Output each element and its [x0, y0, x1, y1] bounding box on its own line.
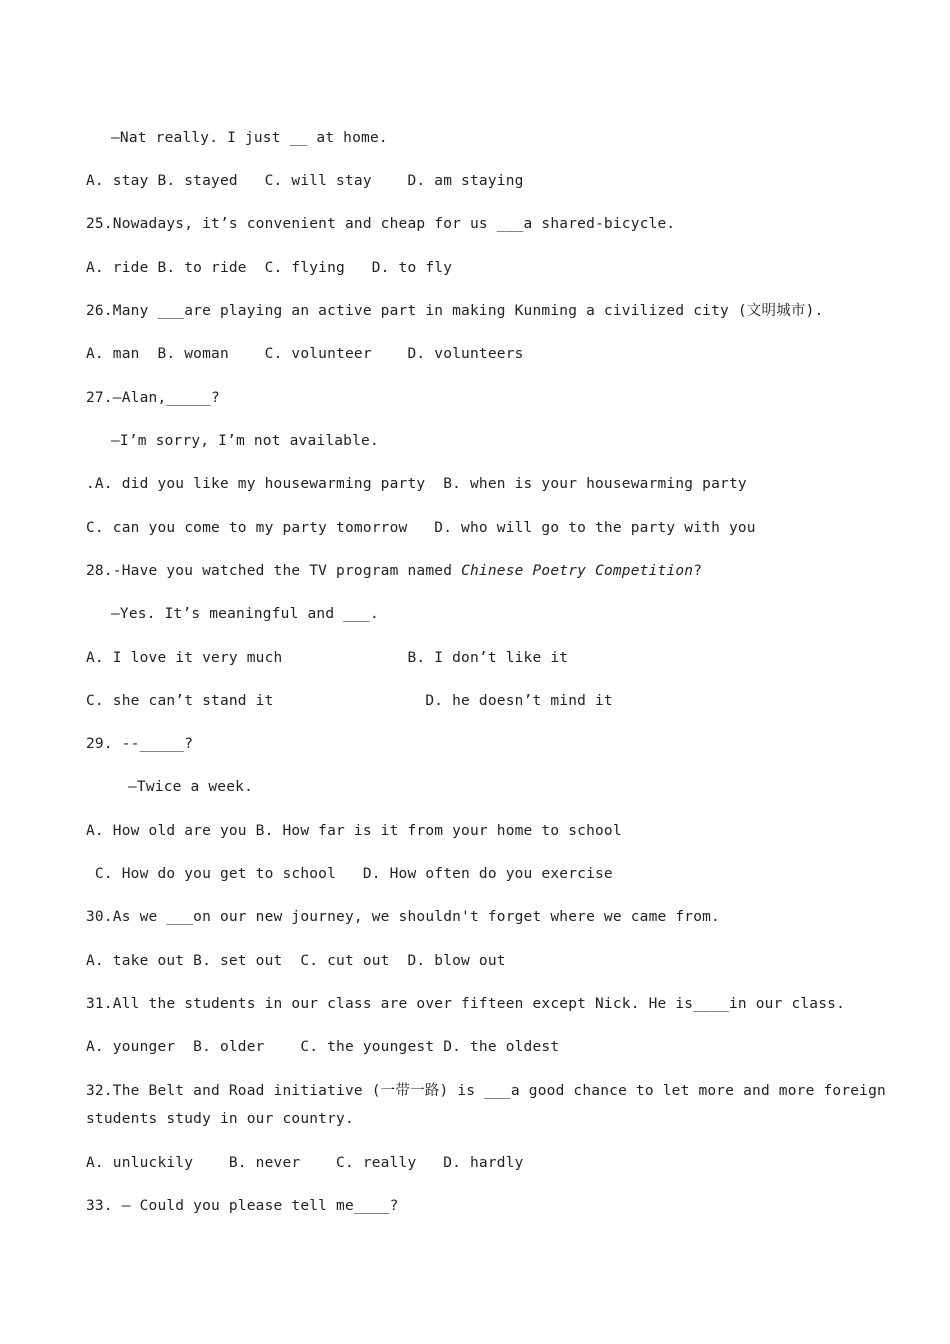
answer-options: A. How old are you B. How far is it from your home to school [86, 823, 622, 839]
question-32: 32.The Belt and Road initiative (一带一路) is ___a good chance to let more and more foreign [86, 1083, 886, 1099]
answer-options: A. I love it very much B. I don’t like it [86, 650, 569, 666]
answer-options: A. ride B. to ride C. flying D. to fly [86, 260, 453, 276]
question-27: 27.—Alan,_____? [86, 390, 220, 406]
answer-options: A. take out B. set out C. cut out D. blow out [86, 953, 506, 969]
program-title: Chinese Poetry Competition [461, 563, 694, 579]
question-30: 30.As we ___on our new journey, we shouldn't forget where we came from. [86, 909, 721, 925]
answer-options: A. stay B. stayed C. will stay D. am staying [86, 173, 524, 189]
question-28-text: 28.-Have you watched the TV program named [86, 563, 462, 579]
dialogue-line: —I’m sorry, I’m not available. [111, 433, 379, 449]
question-29: 29. --_____? [86, 736, 194, 752]
question-28 [86, 561, 702, 581]
dialogue-line: —Twice a week. [128, 779, 254, 795]
answer-options: A. younger B. older C. the youngest D. the oldest [86, 1039, 560, 1055]
answer-options: C. she can’t stand it D. he doesn’t mind it [86, 693, 613, 709]
answer-options: A. man B. woman C. volunteer D. volunteers [86, 346, 524, 362]
answer-options: .A. did you like my housewarming party B. when is your housewarming party [86, 476, 747, 492]
answer-options: C. can you come to my party tomorrow D. who will go to the party with you [86, 520, 756, 536]
question-mark: ? [693, 563, 703, 579]
answer-options: C. How do you get to school D. How often do you exercise [86, 866, 613, 882]
dialogue-line: —Nat really. I just __ at home. [111, 130, 388, 146]
question-31: 31.All the students in our class are over fifteen except Nick. He is____in our class. [86, 996, 846, 1012]
question-26: 26.Many ___are playing an active part in making Kunming a civilized city (文明城市). [86, 303, 824, 319]
answer-options: A. unluckily B. never C. really D. hardly [86, 1155, 524, 1171]
question-33: 33. — Could you please tell me____? [86, 1198, 399, 1214]
question-25: 25.Nowadays, it’s convenient and cheap for us ___a shared-bicycle. [86, 216, 676, 232]
dialogue-line: —Yes. It’s meaningful and ___. [111, 606, 379, 622]
question-32-continued: students study in our country. [86, 1111, 354, 1127]
